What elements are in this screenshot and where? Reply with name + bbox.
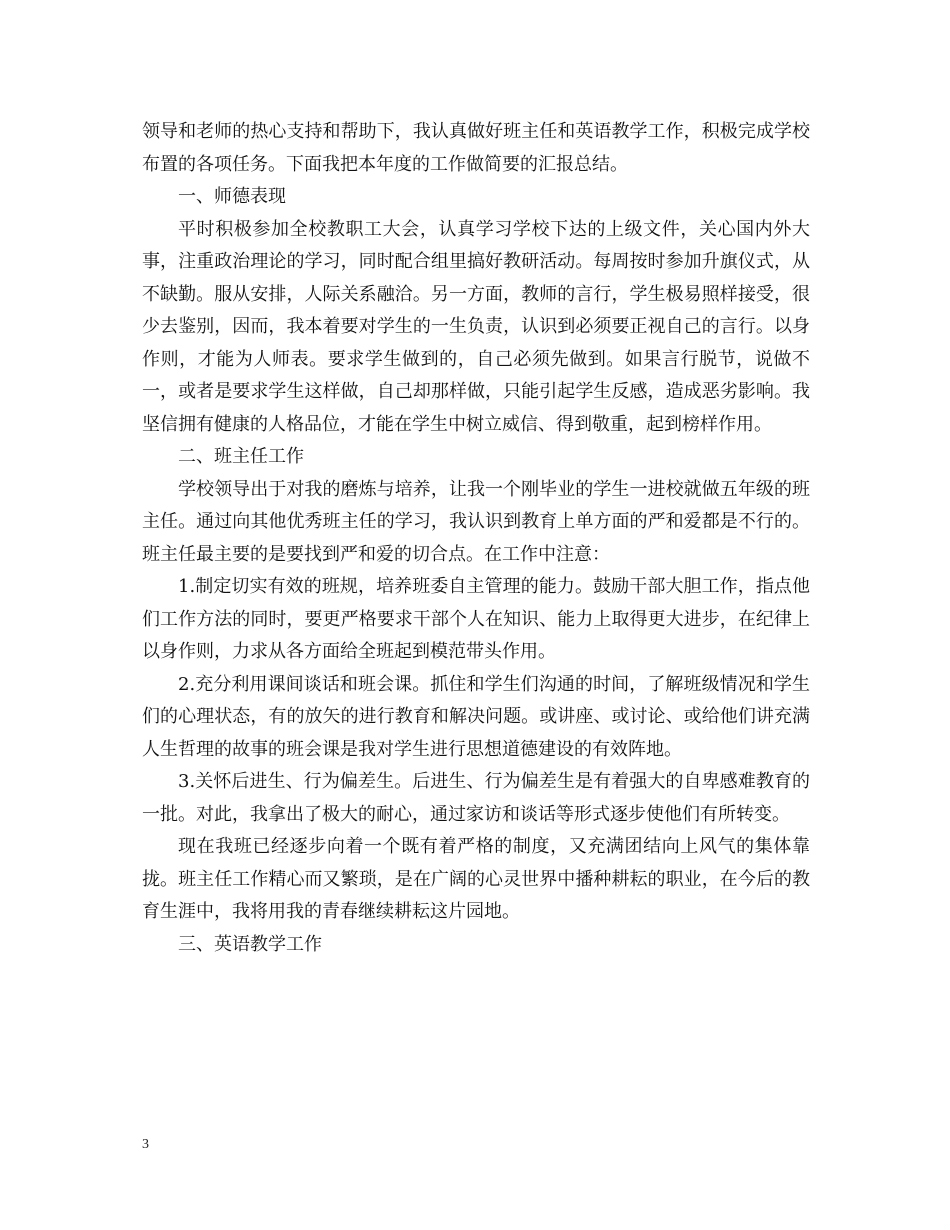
section-heading-english: 三、英语教学工作 <box>178 933 322 955</box>
paragraph-ethics: 平时积极参加全校教职工大会，认真学习学校下达的上级文件，关心国内外大事，注重政治理论的学习，同时配合组里搞好教研活动。每周按时参加升旗仪式，从不缺勤。服从安排，人际关系融洽。另一方面，教师的言行，学生极易照样接受，很少去鉴别，因而，我本着要对学生的一生负责，认识到必须要正视自己的言行。以身作则，才能为人师表。要求学生做到的，自己必须先做到。如果言行脱节，说做不一，或者是要求学生这样做，自己却那样做，只能引起学生反感，造成恶劣影响。我坚信拥有健康的人格品位，才能在学生中树立威信、得到敬重，起到榜样作用。 <box>142 218 810 435</box>
list-item-1: 1.制定切实有效的班规，培养班委自主管理的能力。鼓励干部大胆工作，指点他们工作方法的同时，要更严格要求干部个人在知识、能力上取得更大进步，在纪律上以身作则，力求从各方面给全班起到模范带头作用。 <box>142 576 810 662</box>
list-item-2: 2.充分利用课间谈话和班会课。抓住和学生们沟通的时间，了解班级情况和学生们的心理状态，有的放矢的进行教育和解决问题。或讲座、或讨论、或给他们讲充满人生哲理的故事的班会课是我对学生进行思想道德建设的有效阵地。 <box>142 673 810 760</box>
page-number: 3 <box>142 1137 149 1152</box>
paragraph-summary: 现在我班已经逐步向着一个既有着严格的制度，又充满团结向上风气的集体靠拢。班主任工作精心而又繁琐，是在广阔的心灵世界中播种耕耘的职业，在今后的教育生涯中，我将用我的青春继续耕耘这片园地。 <box>142 836 810 922</box>
section-heading-class-teacher: 二、班主任工作 <box>178 446 304 467</box>
list-item-3: 3.关怀后进生、行为偏差生。后进生、行为偏差生是有着强大的自卑感难教育的一批。对此，我拿出了极大的耐心，通过家访和谈话等形式逐步使他们有所转变。 <box>142 771 810 825</box>
section-heading-ethics: 一、师德表现 <box>178 186 286 207</box>
paragraph-intro: 领导和老师的热心支持和帮助下，我认真做好班主任和英语教学工作，积极完成学校布置的各项任务。下面我把本年度的工作做简要的汇报总结。 <box>142 121 810 175</box>
document-body <box>142 116 810 961</box>
paragraph-class-teacher: 学校领导出于对我的磨炼与培养，让我一个刚毕业的学生一进校就做五年级的班主任。通过向其他优秀班主任的学习，我认识到教育上单方面的严和爱都是不行的。班主任最主要的是要找到严和爱的切合点。在工作中注意： <box>142 478 810 565</box>
